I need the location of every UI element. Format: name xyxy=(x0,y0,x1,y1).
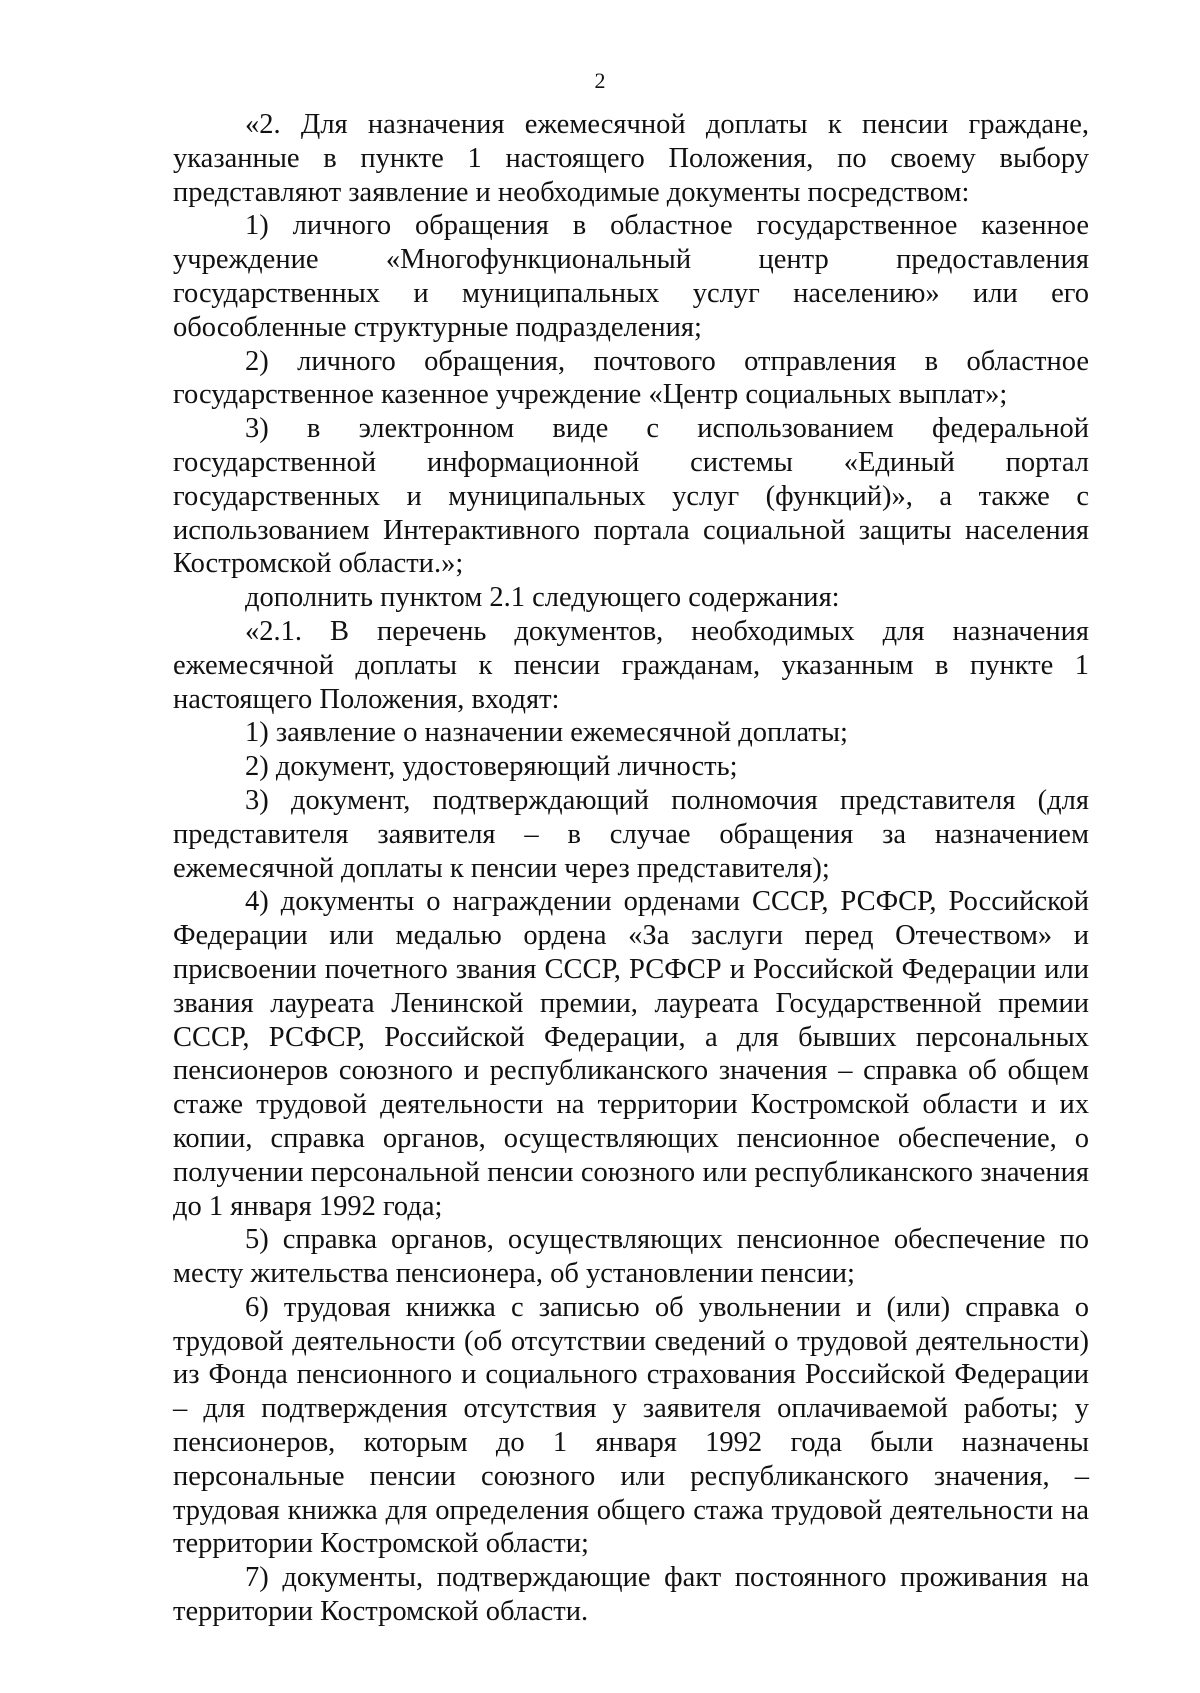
paragraph-amendment-intro: дополнить пунктом 2.1 следующего содержания: xyxy=(245,582,840,614)
paragraph-item-2: «2. Для назначения ежемесячной доплаты к пенсии граждане, указанные в пункте 1 настоящего Положения, по своему выбору представляют заявление и необходимые документы посредством: xyxy=(173,109,1089,208)
paragraph-doc-2-identity: 2) документ, удостоверяющий личность; xyxy=(245,751,738,783)
paragraph-subitem-2-csv: 2) личного обращения, почтового отправления в областное государственное казенное учреждение «Центр социальных выплат»; xyxy=(173,345,1089,411)
document-body xyxy=(173,108,1089,1629)
paragraph-doc-3-representative: 3) документ, подтверждающий полномочия представителя (для представителя заявителя – в случае обращения за назначением ежемесячной доплаты к пенсии через представителя); xyxy=(173,784,1089,884)
paragraph-doc-7-residence: 7) документы, подтверждающие факт постоянного проживания на территории Костромской области. xyxy=(173,1562,1089,1628)
paragraph-doc-4-awards: 4) документы о награждении орденами СССР, РСФСР, Российской Федерации или медалью ордена «За заслуги перед Отечеством» и присвоении почетного звания СССР, РСФСР и Российской Федерации или звания лауреата Ленинской премии, лауреата Государственной премии СССР, РСФСР, Российской Федерации, а для бывших персональных пенсионеров союзного и республиканского значения – справка об общем стаже трудовой деятельности на территории Костромской области и их копии, справка органов, осуществляющих пенсионное обеспечение, о получении персональной пенсии союзного или республиканского значения до 1 января 1992 года; xyxy=(173,886,1089,1222)
page-number: 2 xyxy=(594,68,606,93)
paragraph-doc-5-pension-certificate: 5) справка органов, осуществляющих пенсионное обеспечение по месту жительства пенсионера, об установлении пенсии; xyxy=(173,1224,1089,1290)
paragraph-subitem-3-electronic: 3) в электронном виде с использованием федеральной государственной информационной системы «Единый портал государственных и муниципальных услуг (функций)», а также с использованием Интерактивного портала социальной защиты населения Костромской области.»; xyxy=(173,413,1089,580)
paragraph-doc-6-work-record: 6) трудовая книжка с записью об увольнении и (или) справка о трудовой деятельности (об отсутствии сведений о трудовой деятельности) из Фонда пенсионного и социального страхования Российской Федерации – для подтверждения отсутствия у заявителя оплачиваемой работы; у пенсионеров, которым до 1 января 1992 года были назначены персональные пенсии союзного или республиканского значения, – трудовая книжка для определения общего стажа трудовой деятельности на территории Костромской области; xyxy=(173,1291,1089,1560)
paragraph-subitem-1-mfc: 1) личного обращения в областное государственное казенное учреждение «Многофункциональный центр предоставления государственных и муниципальных услуг населению» или его обособленные структурные подразделения; xyxy=(173,210,1089,343)
paragraph-doc-1-application: 1) заявление о назначении ежемесячной доплаты; xyxy=(245,717,848,749)
paragraph-item-2-1: «2.1. В перечень документов, необходимых для назначения ежемесячной доплаты к пенсии гражданам, указанным в пункте 1 настоящего Положения, входят: xyxy=(173,615,1089,715)
